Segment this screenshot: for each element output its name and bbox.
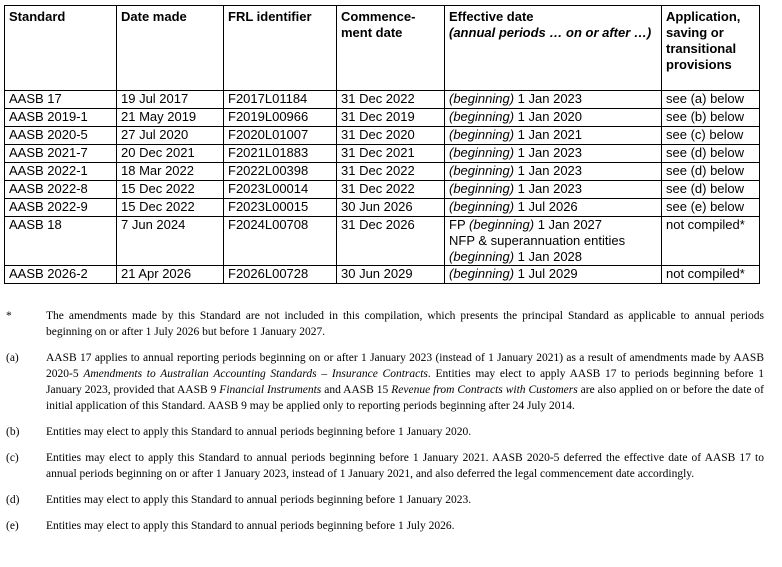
cell-application: not compiled* [662,266,760,284]
footnote-marker: (c) [6,452,19,464]
effective-label: (beginning) [449,163,515,178]
cell-effective [445,266,662,284]
cell-frl: F2023L00014 [224,181,337,199]
table-row [5,109,760,127]
effective-label: (beginning) [449,181,515,196]
footnote-marker: (e) [6,520,19,532]
table-row [5,217,760,266]
header-frl-identifier: FRL identifier [224,6,337,91]
cell-effective [445,127,662,145]
cell-commencement: 31 Dec 2022 [337,181,445,199]
effective-label: (beginning) [449,91,515,106]
effective-date: 1 Jan 2023 [517,181,583,196]
cell-standard: AASB 18 [5,217,117,266]
cell-effective [445,145,662,163]
footnote-text: Entities may elect to apply this Standard to annual periods beginning before 1 January 2020. [46,426,472,438]
cell-commencement: 30 Jun 2026 [337,199,445,217]
cell-standard: AASB 2022-1 [5,163,117,181]
footnote-marker: (d) [6,494,20,506]
effective-label: (beginning) [449,127,515,142]
cell-date-made: 15 Dec 2022 [117,199,224,217]
cell-commencement: 31 Dec 2019 [337,109,445,127]
footnote-c [6,450,764,482]
footnote-title-italic: Revenue from Contracts with Customers [391,384,578,396]
header-standard: Standard [5,6,117,91]
effective-date: 1 Jan 2027 [537,217,603,232]
cell-frl: F2026L00728 [224,266,337,284]
cell-application: see (d) below [662,163,760,181]
effective-date: 1 Jan 2023 [517,163,583,178]
effective-date: 1 Jan 2021 [517,127,583,142]
cell-effective [445,109,662,127]
footnote-text [46,350,764,414]
effective-nfp-date-line [449,249,657,265]
effective-label: (beginning) [449,145,515,160]
effective-label: (beginning) [449,266,515,281]
cell-effective [445,217,662,266]
cell-application: see (d) below [662,145,760,163]
table-row [5,266,760,284]
cell-date-made: 15 Dec 2022 [117,181,224,199]
header-effective-date [445,6,662,91]
cell-frl: F2020L01007 [224,127,337,145]
footnote-d [6,492,764,508]
cell-frl: F2019L00966 [224,109,337,127]
footnote-text: Entities may elect to apply this Standard to annual periods beginning before 1 January 2023. [46,494,472,506]
footnote-marker: (a) [6,352,19,364]
cell-date-made: 21 Apr 2026 [117,266,224,284]
cell-commencement: 30 Jun 2029 [337,266,445,284]
cell-application: see (a) below [662,91,760,109]
cell-date-made: 20 Dec 2021 [117,145,224,163]
effective-label: (beginning) [449,109,515,124]
effective-nfp-line: NFP & superannuation entities [449,233,626,248]
effective-date: 1 Jan 2028 [517,249,583,264]
cell-application: see (b) below [662,109,760,127]
footnote-a [6,350,764,414]
cell-standard: AASB 2022-9 [5,199,117,217]
cell-frl: F2024L00708 [224,217,337,266]
cell-application: see (c) below [662,127,760,145]
cell-standard: AASB 2021-7 [5,145,117,163]
effective-label: (beginning) [449,249,515,264]
cell-date-made: 19 Jul 2017 [117,91,224,109]
effective-date: 1 Jul 2026 [517,199,578,214]
cell-date-made: 21 May 2019 [117,109,224,127]
table-row [5,181,760,199]
cell-commencement: 31 Dec 2022 [337,163,445,181]
footnotes [6,308,764,544]
cell-date-made: 27 Jul 2020 [117,127,224,145]
effective-date: 1 Jan 2023 [517,145,583,160]
footnote-text: Entities may elect to apply this Standard to annual periods beginning before 1 January 2021. AASB 2020-5 deferred the effective date of AASB 17 to annual periods beginning on or after 1 January 2023, instead of 1 January 2021, and also deferred the legal commencement date accordingly. [46,452,764,480]
cell-standard: AASB 17 [5,91,117,109]
cell-commencement: 31 Dec 2026 [337,217,445,266]
cell-commencement: 31 Dec 2022 [337,91,445,109]
effective-label: (beginning) [449,199,515,214]
cell-commencement: 31 Dec 2020 [337,127,445,145]
cell-standard: AASB 2019-1 [5,109,117,127]
cell-frl: F2023L00015 [224,199,337,217]
cell-frl: F2017L01184 [224,91,337,109]
table-row [5,91,760,109]
header-effective-title: Effective date [449,9,534,24]
cell-date-made: 7 Jun 2024 [117,217,224,266]
cell-standard: AASB 2026-2 [5,266,117,284]
cell-application: see (d) below [662,181,760,199]
effective-fp-line [449,217,657,233]
footnote-star [6,308,764,340]
cell-frl: F2021L01883 [224,145,337,163]
effective-fp-prefix: FP [449,217,466,232]
header-effective-subtitle: (annual periods … on or after …) [449,25,652,40]
footnote-text-part: AASB 17 applies to annual reporting periods beginning on or after 1 January 2023 (instead of 1 January 2021) as a result of amendments made by AASB 2020-5 [46,352,764,380]
header-application: Application, saving or transitional provisions [662,6,760,91]
cell-standard: AASB 2022-8 [5,181,117,199]
effective-label: (beginning) [469,217,535,232]
footnote-e [6,518,764,534]
footnote-text: The amendments made by this Standard are not included in this compilation, which presents the principal Standard as applicable to annual periods beginning on or after 1 July 2026 but before 1 January 2027. [46,310,764,338]
effective-date: 1 Jan 2023 [517,91,583,106]
cell-frl: F2022L00398 [224,163,337,181]
cell-standard: AASB 2020-5 [5,127,117,145]
footnote-text: Entities may elect to apply this Standard to annual periods beginning before 1 July 2026. [46,520,455,532]
footnote-marker: * [6,310,12,322]
cell-application: see (e) below [662,199,760,217]
table-row [5,127,760,145]
table-row [5,163,760,181]
effective-date: 1 Jul 2029 [517,266,578,281]
cell-effective [445,181,662,199]
footnote-marker: (b) [6,426,20,438]
cell-application: not compiled* [662,217,760,266]
cell-effective [445,163,662,181]
footnote-b [6,424,764,440]
effective-date: 1 Jan 2020 [517,109,583,124]
cell-effective [445,199,662,217]
footnote-text-part: are also applied on or before the date of initial application of this Standard. AASB 9 may be applied only to reporting periods beginning after 24 July 2014. [46,384,764,412]
table-row [5,199,760,217]
footnote-title-italic: Amendments to Australian Accounting Standards – Insurance Contracts [83,368,428,380]
footnote-title-italic: Financial Instruments [219,384,322,396]
table-header-row [5,6,760,91]
cell-date-made: 18 Mar 2022 [117,163,224,181]
cell-commencement: 31 Dec 2021 [337,145,445,163]
footnote-text-part: . Entities may elect to apply AASB 17 to periods beginning before 1 January 2023, provided that AASB 9 [46,368,764,396]
header-commencement-date: Commence-ment date [337,6,445,91]
compilation-table [4,5,760,284]
header-date-made: Date made [117,6,224,91]
cell-effective [445,91,662,109]
footnote-text-part: and AASB 15 [321,384,392,396]
table-row [5,145,760,163]
